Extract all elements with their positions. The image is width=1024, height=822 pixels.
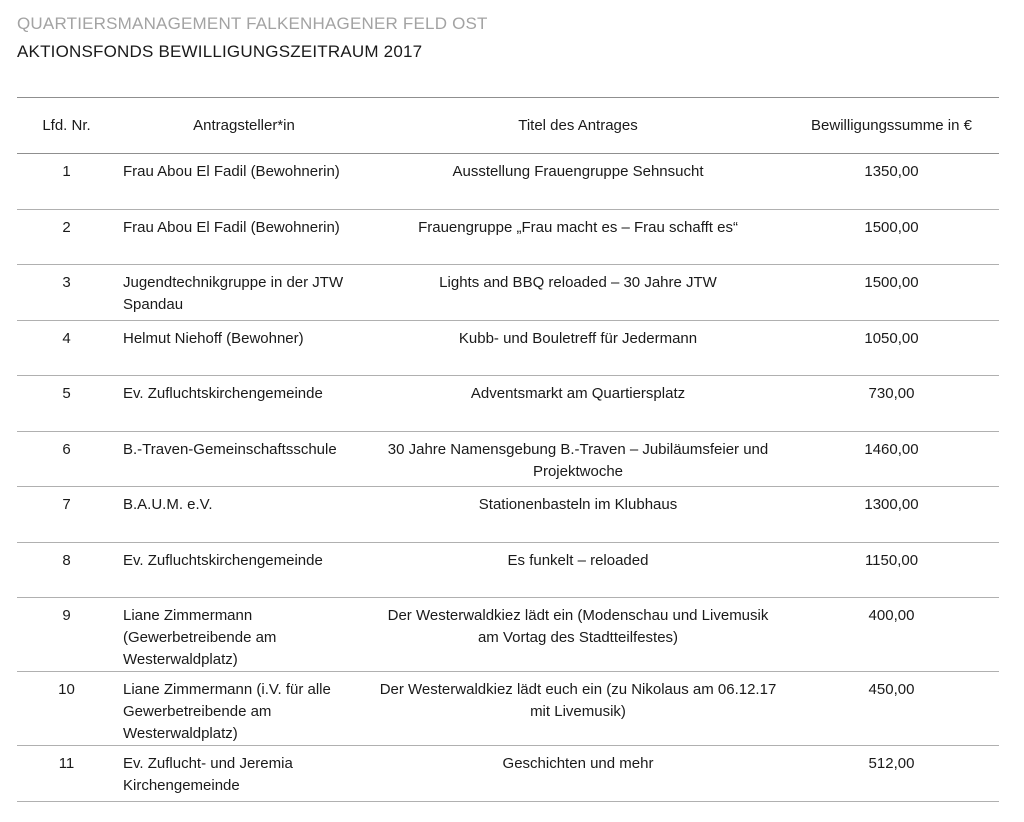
row-amount: 1300,00 bbox=[784, 487, 999, 543]
row-title: Frauengruppe „Frau macht es – Frau schafft es“ bbox=[372, 209, 784, 265]
table-row bbox=[17, 376, 999, 432]
row-number: 7 bbox=[17, 487, 116, 543]
row-applicant: Ev. Zufluchtskirchengemeinde bbox=[116, 376, 372, 432]
row-title: Geschichten und mehr bbox=[372, 746, 784, 802]
row-applicant: Frau Abou El Fadil (Bewohnerin) bbox=[116, 209, 372, 265]
table-row bbox=[17, 542, 999, 598]
row-number: 10 bbox=[17, 672, 116, 746]
row-applicant: Jugendtechnikgruppe in der JTW Spandau bbox=[116, 265, 372, 321]
table-row bbox=[17, 746, 999, 802]
row-applicant: Liane Zimmermann (i.V. für alle Gewerbetreibende am Westerwaldplatz) bbox=[116, 672, 372, 746]
row-amount: 1350,00 bbox=[784, 154, 999, 210]
funds-table bbox=[17, 97, 999, 802]
table-row bbox=[17, 154, 999, 210]
row-title: Stationenbasteln im Klubhaus bbox=[372, 487, 784, 543]
table-header-row bbox=[17, 98, 999, 154]
row-number: 4 bbox=[17, 320, 116, 376]
row-applicant: B.A.U.M. e.V. bbox=[116, 487, 372, 543]
row-title: 30 Jahre Namensgebung B.-Traven – Jubiläumsfeier und Projektwoche bbox=[372, 431, 784, 487]
row-title: Ausstellung Frauengruppe Sehnsucht bbox=[372, 154, 784, 210]
column-header-title: Titel des Antrages bbox=[372, 98, 784, 154]
row-applicant: Helmut Niehoff (Bewohner) bbox=[116, 320, 372, 376]
row-number: 11 bbox=[17, 746, 116, 802]
table-row bbox=[17, 209, 999, 265]
column-header-applicant: Antragsteller*in bbox=[116, 98, 372, 154]
row-applicant: Ev. Zuflucht- und Jeremia Kirchengemeinde bbox=[116, 746, 372, 802]
row-number: 2 bbox=[17, 209, 116, 265]
row-applicant: Liane Zimmermann (Gewerbetreibende am Westerwaldplatz) bbox=[116, 598, 372, 672]
row-title: Adventsmarkt am Quartiersplatz bbox=[372, 376, 784, 432]
row-amount: 512,00 bbox=[784, 746, 999, 802]
row-amount: 400,00 bbox=[784, 598, 999, 672]
organization-name: QUARTIERSMANAGEMENT FALKENHAGENER FELD OST bbox=[17, 14, 488, 33]
row-applicant: Frau Abou El Fadil (Bewohnerin) bbox=[116, 154, 372, 210]
column-header-amount: Bewilligungssumme in € bbox=[784, 98, 999, 154]
row-title: Der Westerwaldkiez lädt ein (Modenschau und Livemusik am Vortag des Stadtteilfestes) bbox=[372, 598, 784, 672]
row-amount: 1500,00 bbox=[784, 209, 999, 265]
row-number: 3 bbox=[17, 265, 116, 321]
row-amount: 730,00 bbox=[784, 376, 999, 432]
table-row bbox=[17, 320, 999, 376]
row-amount: 1460,00 bbox=[784, 431, 999, 487]
row-title: Lights and BBQ reloaded – 30 Jahre JTW bbox=[372, 265, 784, 321]
row-amount: 1050,00 bbox=[784, 320, 999, 376]
row-number: 8 bbox=[17, 542, 116, 598]
table-row bbox=[17, 265, 999, 321]
row-number: 5 bbox=[17, 376, 116, 432]
row-applicant: B.-Traven-Gemeinschaftsschule bbox=[116, 431, 372, 487]
row-number: 9 bbox=[17, 598, 116, 672]
column-header-number: Lfd. Nr. bbox=[17, 98, 116, 154]
row-title: Der Westerwaldkiez lädt euch ein (zu Nikolaus am 06.12.17 mit Livemusik) bbox=[372, 672, 784, 746]
row-amount: 450,00 bbox=[784, 672, 999, 746]
row-title: Es funkelt – reloaded bbox=[372, 542, 784, 598]
row-amount: 1150,00 bbox=[784, 542, 999, 598]
row-applicant: Ev. Zufluchtskirchengemeinde bbox=[116, 542, 372, 598]
table-row bbox=[17, 598, 999, 672]
table-row bbox=[17, 487, 999, 543]
table-row bbox=[17, 672, 999, 746]
row-number: 6 bbox=[17, 431, 116, 487]
document-title: AKTIONSFONDS BEWILLIGUNGSZEITRAUM 2017 bbox=[17, 42, 423, 61]
row-title: Kubb- und Bouletreff für Jedermann bbox=[372, 320, 784, 376]
row-number: 1 bbox=[17, 154, 116, 210]
row-amount: 1500,00 bbox=[784, 265, 999, 321]
table-row bbox=[17, 431, 999, 487]
